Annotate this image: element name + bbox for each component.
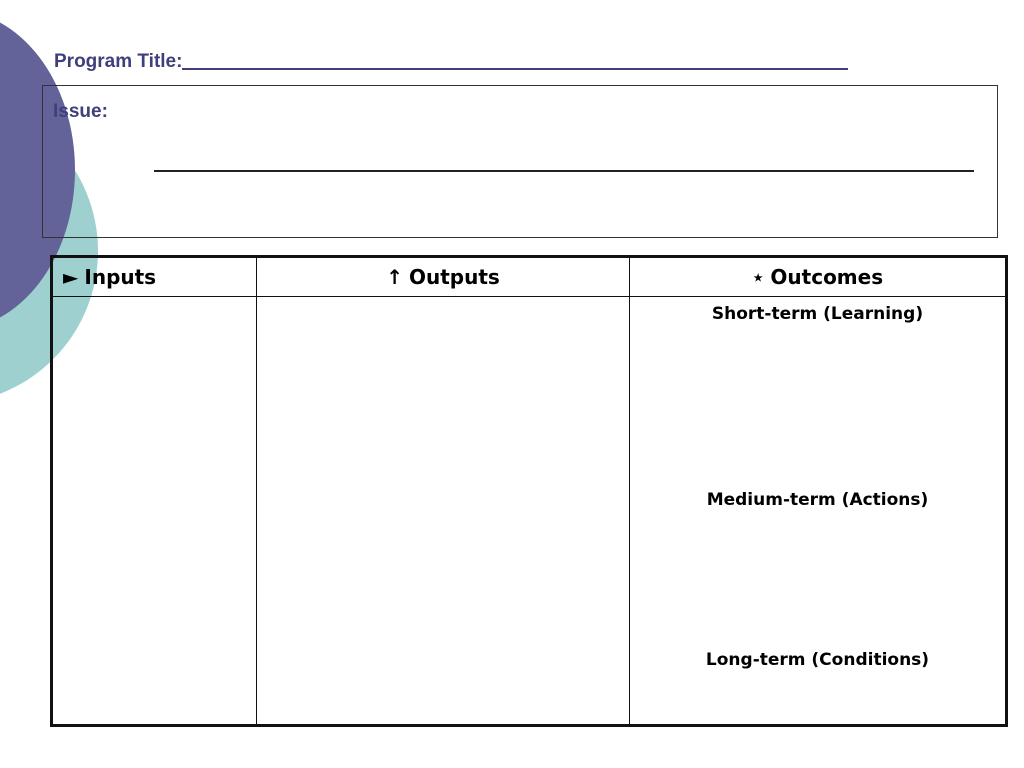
issue-blank-line[interactable] — [154, 170, 974, 172]
star-icon: ⋆ — [751, 265, 765, 289]
inputs-column[interactable] — [53, 258, 256, 724]
issue-box — [42, 85, 998, 238]
outcomes-header — [630, 258, 1005, 297]
outcomes-column[interactable] — [629, 258, 1005, 724]
outputs-header-label: Outputs — [408, 265, 500, 289]
program-title-label: Program Title: — [54, 51, 183, 72]
right-pointer-icon: ► — [63, 265, 79, 289]
outcomes-header-label: Outcomes — [770, 265, 884, 289]
medium-term-label: Medium-term (Actions) — [706, 490, 929, 510]
short-term-label: Short-term (Learning) — [711, 304, 924, 324]
inputs-header-label: Inputs — [84, 265, 157, 289]
up-arrow-icon: ↑ — [386, 265, 403, 289]
program-title — [54, 48, 848, 74]
long-term-label: Long-term (Conditions) — [705, 650, 930, 670]
issue-label: Issue: — [53, 101, 108, 122]
inputs-header — [53, 258, 256, 297]
outputs-column[interactable] — [256, 258, 629, 724]
program-title-blank-line[interactable] — [182, 48, 848, 70]
outputs-header — [257, 258, 629, 297]
logic-model-table — [50, 255, 1008, 727]
